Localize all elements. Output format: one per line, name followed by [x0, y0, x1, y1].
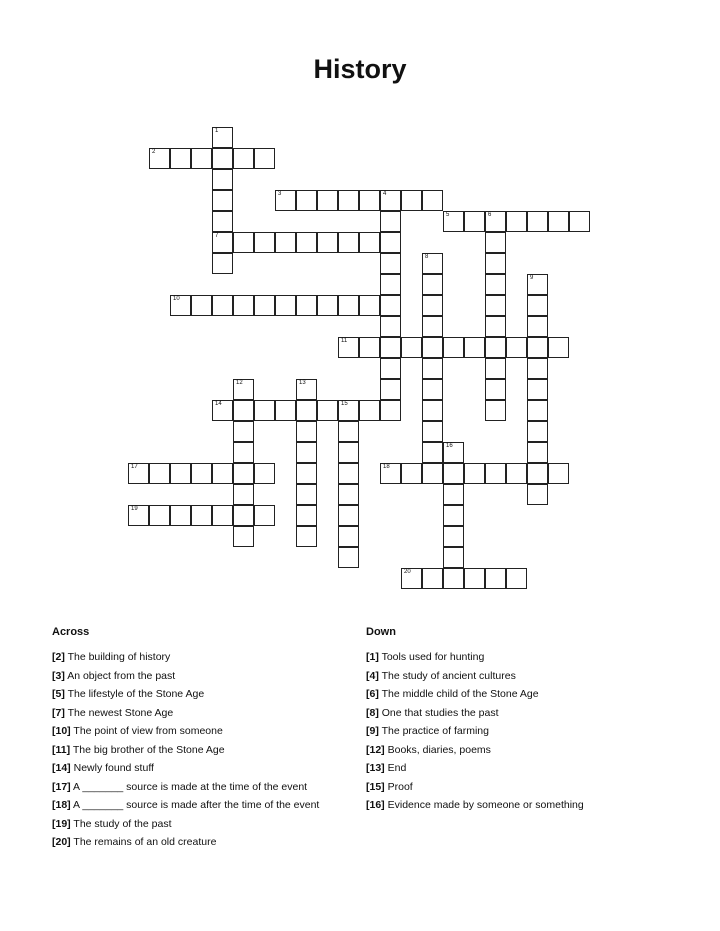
crossword-cell[interactable] [422, 442, 443, 463]
crossword-cell[interactable] [338, 190, 359, 211]
cell-number: 18 [383, 464, 390, 470]
crossword-cell[interactable] [338, 421, 359, 442]
crossword-cell[interactable] [296, 442, 317, 463]
page-title: History [313, 54, 407, 84]
clue-text: The newest Stone Age [67, 706, 174, 719]
crossword-cell[interactable] [443, 505, 464, 526]
clue-number: [6] [366, 688, 379, 700]
crossword-cell[interactable] [275, 295, 296, 316]
across-clue [52, 744, 352, 757]
cell-number: 10 [173, 296, 180, 302]
crossword-cell[interactable] [233, 484, 254, 505]
crossword-cell[interactable] [380, 211, 401, 232]
crossword-cell[interactable] [548, 337, 569, 358]
crossword-cell[interactable] [527, 400, 548, 421]
crossword-cell[interactable] [338, 526, 359, 547]
cell-number: 16 [446, 443, 453, 449]
crossword-cell[interactable] [338, 505, 359, 526]
crossword-cell[interactable] [380, 274, 401, 295]
crossword-cell[interactable] [485, 232, 506, 253]
clue-number: [8] [366, 706, 379, 719]
crossword-cell[interactable] [443, 463, 464, 484]
crossword-cell[interactable] [464, 568, 485, 589]
clue-text: The remains of an old creature [73, 836, 217, 848]
crossword-cell[interactable] [212, 148, 233, 169]
cell-number: 14 [215, 401, 222, 407]
down-clue [366, 762, 626, 775]
crossword-cell[interactable] [485, 253, 506, 274]
crossword-cell[interactable] [485, 463, 506, 484]
clue-number: [20] [52, 836, 71, 848]
crossword-cell[interactable] [275, 400, 296, 421]
clue-number: [5] [52, 688, 65, 700]
clue-number: [2] [52, 651, 65, 663]
across-clue [52, 725, 352, 738]
crossword-cell[interactable] [422, 379, 443, 400]
across-clues [52, 626, 352, 855]
crossword-cell[interactable] [485, 358, 506, 379]
crossword-cell[interactable] [422, 337, 443, 358]
cell-number: 6 [488, 212, 492, 218]
crossword-cell[interactable] [527, 211, 548, 232]
crossword-cell[interactable] [506, 463, 527, 484]
cell-number: 12 [236, 380, 243, 386]
crossword-cell[interactable] [527, 379, 548, 400]
crossword-cell[interactable] [380, 379, 401, 400]
crossword-cell[interactable] [359, 295, 380, 316]
crossword-cell[interactable] [233, 442, 254, 463]
down-clue [366, 670, 626, 683]
cell-number: 20 [404, 569, 411, 575]
down-clues [366, 626, 626, 818]
crossword-cell[interactable] [464, 337, 485, 358]
crossword-cell[interactable] [485, 211, 506, 232]
crossword-cell[interactable] [380, 337, 401, 358]
crossword-cell[interactable] [254, 295, 275, 316]
crossword-cell[interactable] [149, 148, 170, 169]
crossword-cell[interactable] [212, 232, 233, 253]
clue-number: [4] [366, 669, 379, 682]
cell-number: 8 [425, 254, 429, 260]
crossword-cell[interactable] [254, 148, 275, 169]
crossword-cell[interactable] [275, 190, 296, 211]
across-heading: Across [52, 626, 90, 638]
crossword-cell[interactable] [485, 568, 506, 589]
clue-text: One that studies the past [381, 706, 499, 719]
cell-number: 5 [446, 212, 450, 218]
clue-number: [19] [52, 817, 71, 830]
crossword-cell[interactable] [170, 505, 191, 526]
across-clue [52, 707, 352, 720]
crossword-cell[interactable] [233, 463, 254, 484]
clue-number: [7] [52, 706, 65, 719]
crossword-cell[interactable] [338, 442, 359, 463]
crossword-cell[interactable] [359, 232, 380, 253]
down-clue [366, 781, 626, 794]
crossword-cell[interactable] [233, 232, 254, 253]
cell-number: 11 [341, 338, 348, 344]
crossword-cell[interactable] [233, 400, 254, 421]
clue-text: An object from the past [67, 669, 176, 682]
crossword-cell[interactable] [548, 211, 569, 232]
crossword-cell[interactable] [527, 274, 548, 295]
crossword-cell[interactable] [233, 295, 254, 316]
across-clue [52, 781, 352, 794]
clue-text: The middle child of the Stone Age [381, 688, 539, 700]
crossword-cell[interactable] [422, 253, 443, 274]
crossword-cell[interactable] [527, 442, 548, 463]
crossword-cell[interactable] [527, 358, 548, 379]
crossword-cell[interactable] [422, 568, 443, 589]
crossword-cell[interactable] [485, 400, 506, 421]
crossword-cell[interactable] [443, 337, 464, 358]
crossword-cell[interactable] [254, 232, 275, 253]
crossword-cell[interactable] [296, 379, 317, 400]
crossword-cell[interactable] [443, 568, 464, 589]
across-clue [52, 688, 352, 701]
across-clue [52, 762, 352, 775]
clue-text: The big brother of the Stone Age [72, 743, 225, 756]
cell-number: 17 [131, 464, 138, 470]
crossword-cell[interactable] [485, 337, 506, 358]
crossword-cell[interactable] [443, 442, 464, 463]
crossword-cell[interactable] [338, 547, 359, 568]
crossword-cell[interactable] [254, 463, 275, 484]
cell-number: 1 [215, 128, 219, 134]
crossword-cell[interactable] [401, 463, 422, 484]
clue-text: The practice of farming [381, 725, 489, 737]
clue-number: [11] [52, 743, 71, 756]
down-clue [366, 744, 626, 757]
crossword-cell[interactable] [338, 295, 359, 316]
across-clue [52, 836, 352, 849]
clue-number: [17] [52, 780, 71, 793]
cell-number: 13 [299, 380, 306, 386]
crossword-cell[interactable] [380, 190, 401, 211]
crossword-cell[interactable] [296, 484, 317, 505]
crossword-cell[interactable] [212, 400, 233, 421]
crossword-cell[interactable] [422, 421, 443, 442]
crossword-cell[interactable] [317, 190, 338, 211]
cell-number: 7 [215, 233, 219, 239]
clue-text: Tools used for hunting [381, 651, 485, 663]
cell-number: 4 [383, 191, 387, 197]
crossword-cell[interactable] [422, 316, 443, 337]
crossword-cell[interactable] [422, 463, 443, 484]
crossword-cell[interactable] [527, 295, 548, 316]
crossword-cell[interactable] [212, 127, 233, 148]
crossword-cell[interactable] [149, 505, 170, 526]
down-clue [366, 688, 626, 701]
clue-text: The study of ancient cultures [381, 669, 516, 682]
crossword-cell[interactable] [212, 169, 233, 190]
clue-text: Proof [387, 780, 413, 793]
crossword-cell[interactable] [233, 148, 254, 169]
clue-number: [1] [366, 651, 379, 663]
crossword-cell[interactable] [296, 526, 317, 547]
clue-text: A _______ source is made after the time of the event [73, 799, 320, 811]
crossword-cell[interactable] [380, 463, 401, 484]
crossword-cell[interactable] [296, 463, 317, 484]
crossword-cell[interactable] [170, 295, 191, 316]
down-heading: Down [366, 626, 396, 638]
crossword-cell[interactable] [170, 463, 191, 484]
crossword-cell[interactable] [296, 190, 317, 211]
down-clue [366, 707, 626, 720]
crossword-cell[interactable] [422, 358, 443, 379]
crossword-cell[interactable] [401, 568, 422, 589]
across-clue [52, 670, 352, 683]
across-clue [52, 799, 352, 812]
crossword-cell[interactable] [275, 232, 296, 253]
crossword-cell[interactable] [317, 232, 338, 253]
across-clue [52, 651, 352, 664]
crossword-cell[interactable] [485, 295, 506, 316]
clue-number: [18] [52, 799, 71, 811]
clue-number: [12] [366, 743, 385, 756]
crossword-cell[interactable] [569, 211, 590, 232]
crossword-cell[interactable] [233, 505, 254, 526]
crossword-cell[interactable] [443, 211, 464, 232]
crossword-cell[interactable] [296, 232, 317, 253]
clue-text: A _______ source is made at the time of the event [73, 780, 308, 793]
crossword-cell[interactable] [548, 463, 569, 484]
crossword-cell[interactable] [485, 316, 506, 337]
crossword-cell[interactable] [527, 316, 548, 337]
crossword-cell[interactable] [128, 505, 149, 526]
crossword-cell[interactable] [422, 400, 443, 421]
crossword-cell[interactable] [254, 400, 275, 421]
crossword-cell[interactable] [401, 337, 422, 358]
clue-number: [10] [52, 725, 71, 737]
crossword-cell[interactable] [191, 148, 212, 169]
crossword-cell[interactable] [296, 295, 317, 316]
crossword-cell[interactable] [233, 421, 254, 442]
crossword-cell[interactable] [191, 295, 212, 316]
clue-number: [13] [366, 762, 385, 774]
crossword-cell[interactable] [212, 463, 233, 484]
across-clue [52, 818, 352, 831]
crossword-cell[interactable] [317, 295, 338, 316]
crossword-cell[interactable] [380, 232, 401, 253]
crossword-cell[interactable] [359, 190, 380, 211]
clue-text: The study of the past [73, 817, 172, 830]
crossword-cell[interactable] [380, 400, 401, 421]
crossword-cell[interactable] [191, 463, 212, 484]
crossword-cell[interactable] [191, 505, 212, 526]
crossword-cell[interactable] [443, 484, 464, 505]
crossword-cell[interactable] [359, 337, 380, 358]
crossword-cell[interactable] [212, 190, 233, 211]
down-clue [366, 651, 626, 664]
crossword-cell[interactable] [128, 463, 149, 484]
crossword-cell[interactable] [464, 211, 485, 232]
clue-text: The lifestyle of the Stone Age [67, 688, 205, 700]
clue-text: Newly found stuff [73, 762, 154, 774]
crossword-cell[interactable] [170, 148, 191, 169]
cell-number: 15 [341, 401, 348, 407]
clue-text: Evidence made by someone or something [387, 799, 584, 811]
crossword-cell[interactable] [212, 211, 233, 232]
crossword-cell[interactable] [359, 400, 380, 421]
clue-number: [14] [52, 762, 71, 774]
crossword-cell[interactable] [380, 253, 401, 274]
crossword-cell[interactable] [422, 190, 443, 211]
clue-number: [9] [366, 725, 379, 737]
crossword-cell[interactable] [338, 232, 359, 253]
crossword-cell[interactable] [443, 547, 464, 568]
crossword-cell[interactable] [464, 463, 485, 484]
crossword-cell[interactable] [527, 337, 548, 358]
clue-text: The building of history [67, 651, 171, 663]
crossword-cell[interactable] [254, 505, 275, 526]
crossword-cell[interactable] [338, 400, 359, 421]
crossword-cell[interactable] [380, 295, 401, 316]
cell-number: 9 [530, 275, 534, 281]
crossword-cell[interactable] [233, 526, 254, 547]
crossword-cell[interactable] [233, 379, 254, 400]
crossword-cell[interactable] [317, 400, 338, 421]
clue-text: Books, diaries, poems [387, 743, 491, 756]
clue-number: [15] [366, 780, 385, 793]
cell-number: 19 [131, 506, 138, 512]
down-clue [366, 725, 626, 738]
crossword-cell[interactable] [527, 484, 548, 505]
crossword-cell[interactable] [338, 337, 359, 358]
cell-number: 2 [152, 149, 156, 155]
crossword-cell[interactable] [380, 358, 401, 379]
crossword-cell[interactable] [527, 421, 548, 442]
crossword-cell[interactable] [296, 505, 317, 526]
clue-text: The point of view from someone [73, 725, 223, 737]
crossword-cell[interactable] [443, 526, 464, 547]
clue-number: [16] [366, 799, 385, 811]
clue-text: End [387, 762, 407, 774]
crossword-cell[interactable] [485, 274, 506, 295]
cell-number: 3 [278, 191, 282, 197]
crossword-cell[interactable] [380, 316, 401, 337]
crossword-cell[interactable] [422, 295, 443, 316]
crossword-cell[interactable] [338, 463, 359, 484]
crossword-cell[interactable] [296, 421, 317, 442]
crossword-cell[interactable] [506, 568, 527, 589]
crossword-cell[interactable] [338, 484, 359, 505]
crossword-cell[interactable] [212, 295, 233, 316]
crossword-cell[interactable] [296, 400, 317, 421]
crossword-cell[interactable] [506, 211, 527, 232]
crossword-cell[interactable] [506, 337, 527, 358]
crossword-cell[interactable] [149, 463, 170, 484]
clue-number: [3] [52, 669, 65, 682]
crossword-cell[interactable] [212, 505, 233, 526]
crossword-cell[interactable] [212, 253, 233, 274]
crossword-cell[interactable] [422, 274, 443, 295]
down-clue [366, 799, 626, 812]
crossword-cell[interactable] [485, 379, 506, 400]
crossword-cell[interactable] [401, 190, 422, 211]
crossword-cell[interactable] [527, 463, 548, 484]
